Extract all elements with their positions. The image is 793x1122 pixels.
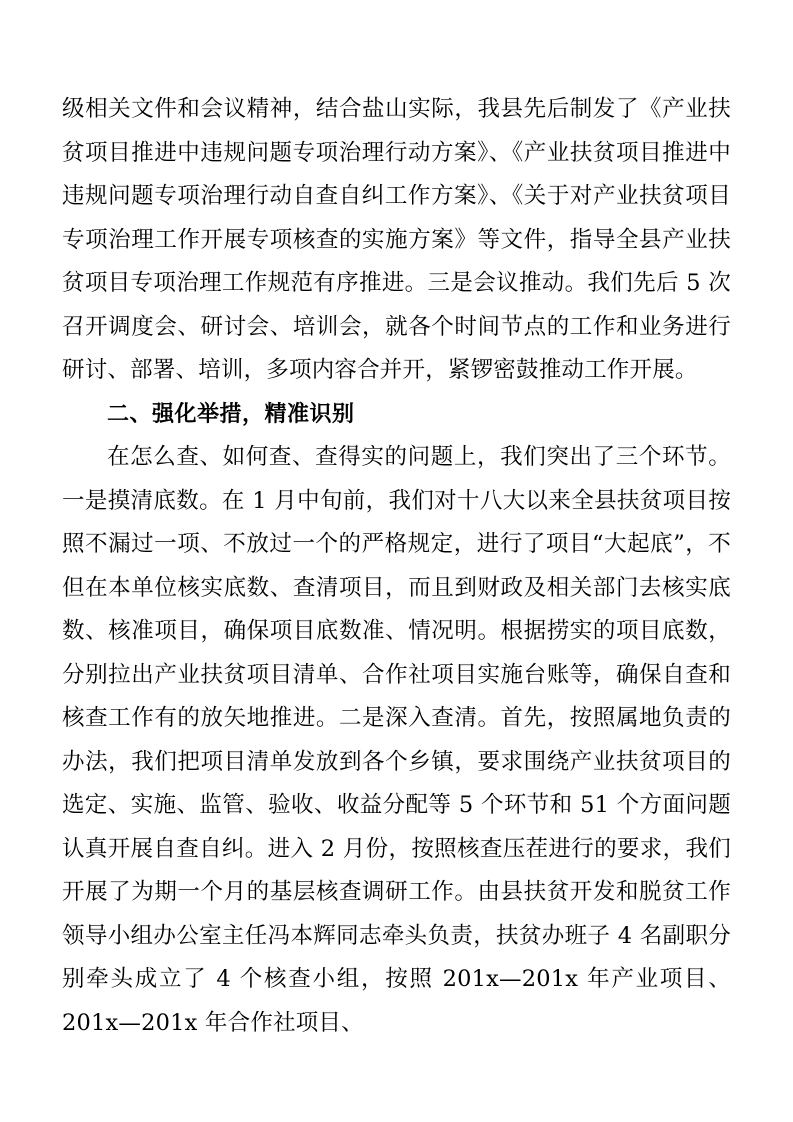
document-body	[62, 88, 731, 1045]
paragraph-section-two-body: 在怎么查、如何查、查得实的问题上，我们突出了三个环节。一是摸清底数。在 1 月中旬前，我们对十八大以来全县扶贫项目按照不漏过一项、不放过一个的严格规定，进行了项目“大起底”，不但在本单位核实底数、查清项目，而且到财政及相关部门去核实底数、核准项目，确保项目底数准、情况明。根据捞实的项目底数，分别拉出产业扶贫项目清单、合作社项目实施台账等，确保自查和核查工作有的放矢地推进。二是深入查清。首先，按照属地负责的办法，我们把项目清单发放到各个乡镇，要求围绕产业扶贫项目的选定、实施、监管、验收、收益分配等 5 个环节和 51 个方面问题认真开展自查自纠。进入 2 月份，按照核查压茬进行的要求，我们开展了为期一个月的基层核查调研工作。由县扶贫开发和脱贫工作领导小组办公室主任冯本辉同志牵头负责，扶贫办班子 4 名副职分别牵头成立了 4 个核查小组，按照 201x—201x 年产业项目、201x—201x 年合作社项目、	[62, 444, 731, 1036]
paragraph-continuation: 级相关文件和会议精神，结合盐山实际，我县先后制发了《产业扶贫项目推进中违规问题专项治理行动方案》、《产业扶贫项目推进中违规问题专项治理行动自查自纠工作方案》、《关于对产业扶贫项目专项治理工作开展专项核查的实施方案》等文件，指导全县产业扶贫项目专项治理工作规范有序推进。三是会议推动。我们先后 5 次召开调度会、研讨会、培训会，就各个时间节点的工作和业务进行研讨、部署、培训，多项内容合并开，紧锣密鼓推动工作开展。	[62, 96, 731, 383]
section-heading-two: 二、强化举措，精准识别	[107, 401, 355, 427]
